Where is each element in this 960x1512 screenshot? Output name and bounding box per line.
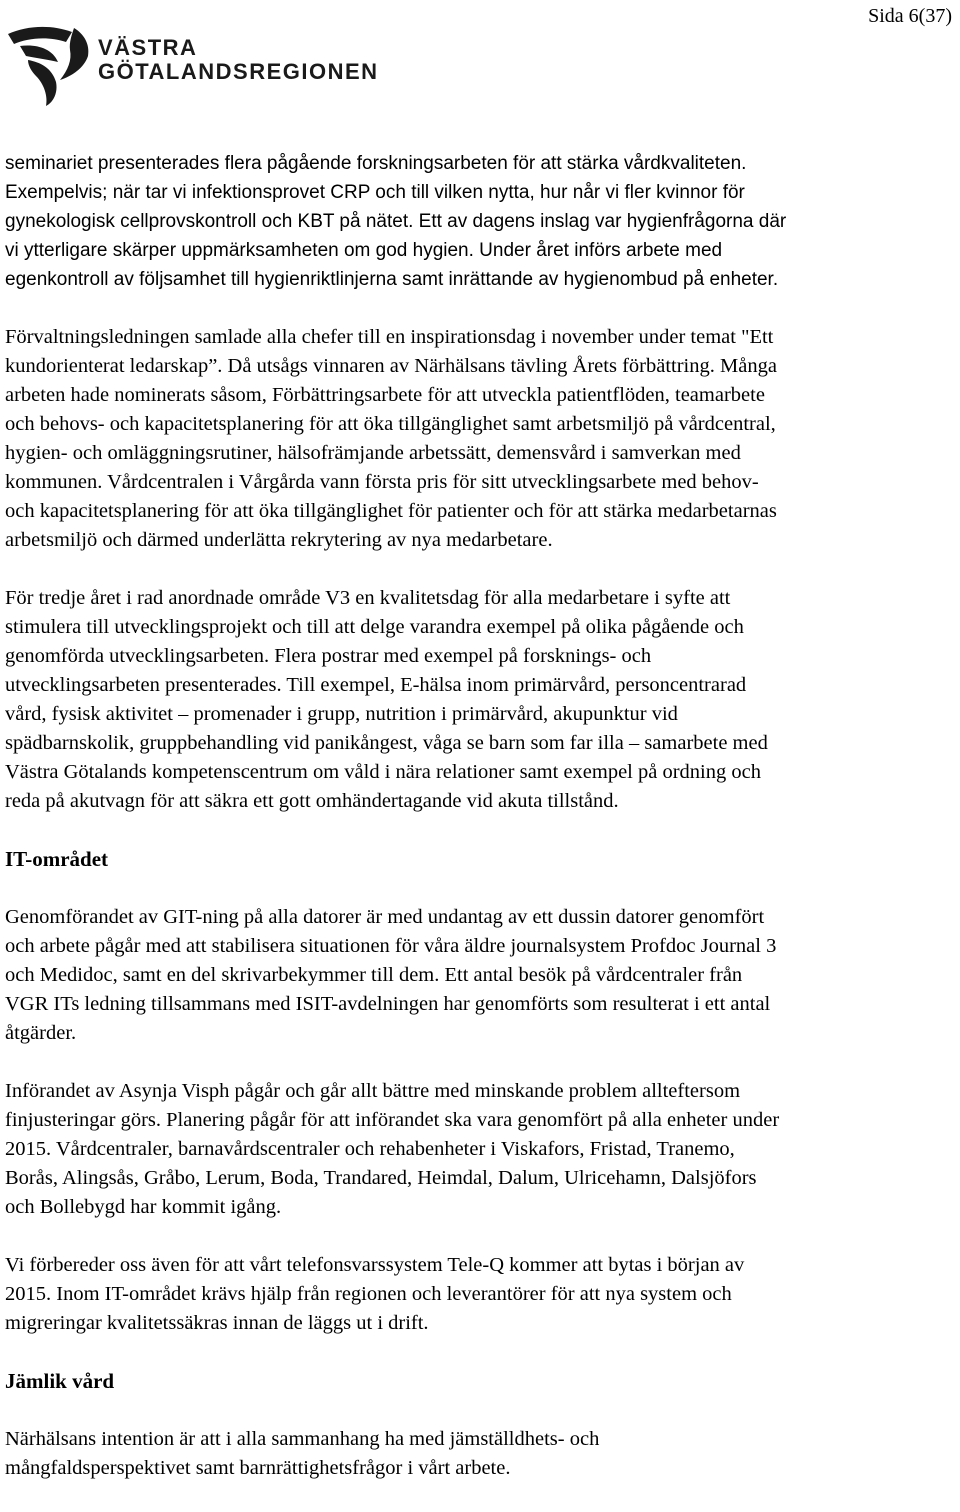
logo-emblem-icon: [6, 22, 96, 108]
paragraph-git-ning: Genomförandet av GIT-ning på alla datorer är med undantag av ett dussin datorer genomfört och arbete pågår med att stabilisera situationen för våra äldre journalsystem Profdoc Journal 3 och Medidoc, samt en del skrivarbekymmer till dem. Ett antal besök på vårdcentraler från VGR ITs ledning tillsammans med ISIT-avdelningen har genomförts som resulterat i ett antal åtgärder.: [5, 906, 777, 1044]
document-body: [5, 149, 955, 1512]
paragraph-tele-q: Vi förbereder oss även för att vårt telefonsvarssystem Tele-Q kommer att bytas i början av 2015. Inom IT-området krävs hjälp från regionen och leverantörer för att nya system och migreringar kvalitetssäkras innan de läggs ut i drift.: [5, 1254, 745, 1334]
vastra-gotalandsregionen-logo: [6, 22, 386, 108]
logo-text-line2: GÖTALANDSREGIONEN: [98, 59, 379, 84]
paragraph-asynja: Införandet av Asynja Visph pågår och går allt bättre med minskande problem allteftersom finjusteringar görs. Planering pågår för att införandet ska vara genomfört på alla enheter under 2015. Vårdcentraler, barnavårdscentraler och rehabenheter i Viskafors, Fristad, Tranemo, Borås, Alingsås, Gråbo, Lerum, Boda, Trandared, Heimdal, Dalum, Ulricehamn, Dalsjöfors och Bollebygd har kommit igång.: [5, 1080, 780, 1218]
paragraph-inspirationsdag: Förvaltningsledningen samlade alla chefer till en inspirationsdag i november under temat "Ett kundorienterat ledarskap”. Då utsågs vinnaren av Närhälsans tävling Årets förbättring. Många arbeten hade nominerats såsom, Förbättringsarbete för att utveckla patientflöden, teamarbete och behovs- och kapacitetsplanering för att öka tillgänglighet samt arbetsmiljö på vårdcentral, hygien- och omläggningsrutiner, hälsofrämjande arbetssätt, demensvård i samverkan med kommunen. Vårdcentralen i Vårgårda vann första pris för sitt utvecklingsarbete med behov- och kapacitetsplanering för att öka tillgänglighet för patienter och för att stärka medarbetarnas arbetsmiljö och därmed underlätta rekrytering av nya medarbetare.: [5, 326, 777, 551]
paragraph-jamlik-vard: Närhälsans intention är att i alla sammanhang ha med jämställdhets- och mångfaldsperspektivet samt barnrättighetsfrågor i vårt arbete.: [5, 1428, 600, 1479]
heading-it-omradet: IT-området: [5, 847, 109, 871]
heading-jamlik-vard: Jämlik vård: [5, 1369, 115, 1393]
paragraph-kvalitetsdag: För tredje året i rad anordnade område V3 en kvalitetsdag för alla medarbetare i syfte att stimulera till utvecklingsprojekt och till att delge varandra exempel på olika pågående och genomförda utvecklingsarbeten. Flera postrar med exempel på forsknings- och utvecklingsarbeten presenterades. Till exempel, E-hälsa inom primärvård, personcentrarad vård, fysisk aktivitet – promenader i grupp, nutrition i primärvård, akupunktur vid spädbarnskolik, gruppbehandling vid panikångest, våga se barn som far illa – samarbete med Västra Götalands kompetenscentrum om våld i nära relationer samt exempel på ordning och reda på akutvagn för att säkra ett gott omhändertagande vid akuta tillstånd.: [5, 587, 768, 812]
page-number: Sida 6(37): [868, 5, 952, 27]
logo-text-line1: VÄSTRA: [98, 35, 198, 60]
paragraph-seminar: seminariet presenterades flera pågående forskningsarbeten för att stärka vårdkvaliteten. Exempelvis; när tar vi infektionsprovet CRP och till vilken nytta, hur når vi fler kvinnor för gynekologisk cellprovskontroll och KBT på nätet. Ett av dagens inslag var hygienfrågorna där vi ytterligare skärper uppmärksamheten om god hygien. Under året införs arbete med egenkontroll av följsamhet till hygienriktlinjerna samt inrättande av hygienombud på enheter.: [5, 153, 787, 290]
